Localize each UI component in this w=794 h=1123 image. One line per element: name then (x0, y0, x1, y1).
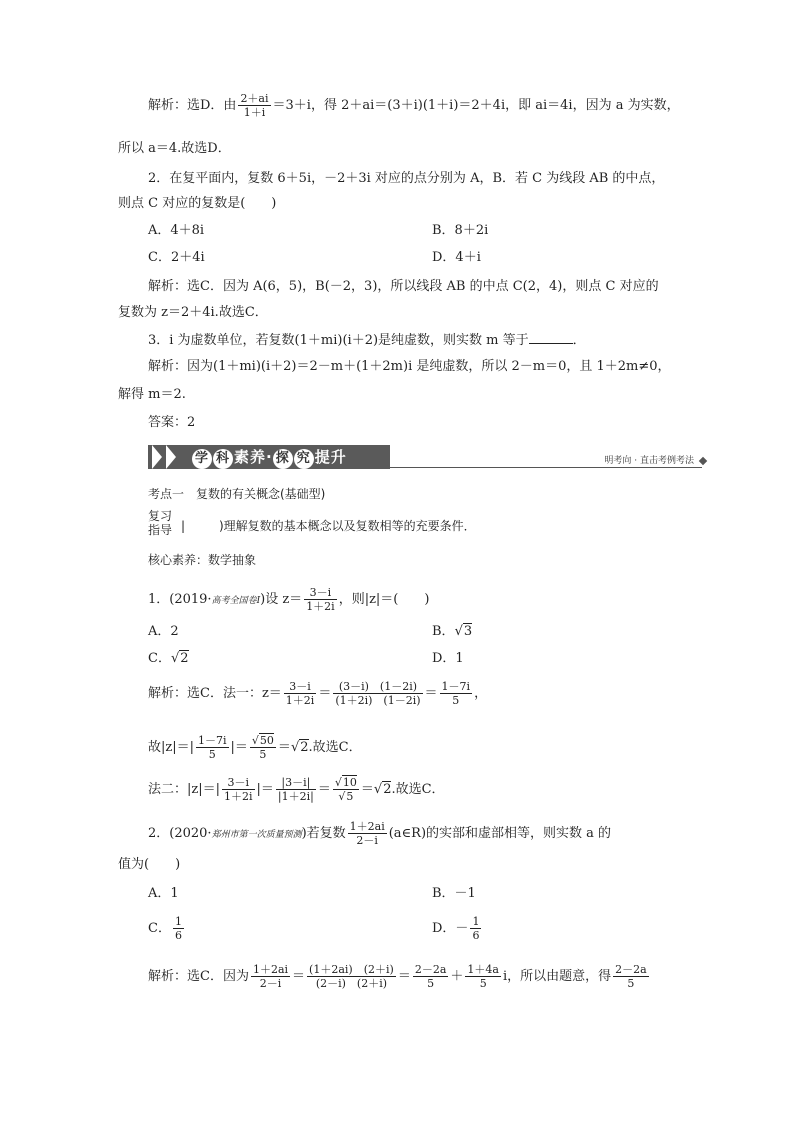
frac-num: 1＋2ai (252, 963, 289, 976)
radicand: 5 (346, 790, 354, 803)
frac-num: |3－i| (276, 776, 316, 790)
frac-num: 1＋2ai (349, 820, 385, 833)
text: 解析：选C．因为 (148, 969, 249, 984)
frac-den: 1＋2i (224, 790, 253, 803)
q2-option-a: A．4＋8i (148, 223, 205, 238)
core-literacy: 核心素养：数学抽象 (148, 553, 257, 567)
diamond-icon (699, 457, 707, 465)
p2-solution: 解析：选C．因为 $\frac{1+2ai}{2-i}$ ＝ $\frac{(1+2ai) (2+i)}{(2-i) (2+i)}$ ＝ $\frac{2-2a}{5}$ ＋ $\frac{1+4a}{5}$ i，所以由题意，得 $\frac{2-2a}{5}$ (148, 963, 647, 990)
section-heading: 考点一 复数的有关概念(基础型) (148, 487, 326, 501)
text: 3．i 为虚数单位，若复数(1＋mi)(i＋2)是纯虚数，则实数 m 等于 (148, 333, 529, 348)
circle-char: 究 (294, 449, 314, 469)
text: D．－ (432, 921, 469, 936)
circle-char: 学 (192, 449, 212, 469)
frac-num: √50 (251, 734, 274, 747)
frac-den: 5 (627, 977, 635, 990)
text: B． (432, 624, 455, 639)
fraction (196, 734, 229, 761)
text: (a∈R)的实部和虚部相等，则实数 a 的 (388, 826, 612, 841)
p1-option-b: B．√3 (432, 624, 473, 639)
fraction (333, 776, 359, 803)
text: ． (572, 333, 586, 348)
p1-solution-line3: 法二：|z|＝| $\frac{3-i}{1+2i}$ |＝ $\frac{|3-i|}{|1+2i|}$ ＝ $\frac{√10}{√5}$ ＝√2.故选C． (148, 776, 445, 803)
fraction (613, 963, 649, 990)
q2-solution-line1: 解析：选C．因为 A(6，5)，B(－2，3)，所以线段 AB 的中点 C(2，4)，则点 C 对应的 (148, 279, 659, 294)
fraction (238, 92, 270, 119)
p1-option-d: D．1 (432, 651, 464, 666)
radicand: 10 (342, 776, 357, 789)
q2-stem-line2: 则点 C 对应的复数是( ) (118, 196, 277, 211)
text: ， (474, 686, 488, 701)
section-banner (148, 443, 708, 471)
frac-den: (1＋2i) (1－2i) (335, 694, 421, 707)
fraction (173, 915, 184, 942)
p1-option-a: A．2 (148, 624, 179, 639)
p2-option-d (432, 915, 483, 942)
frac-den: 1＋i (243, 106, 266, 119)
fraction (251, 963, 290, 990)
q3-answer: 答案：2 (148, 415, 196, 430)
frac-num: (3－i) (1－2i) (333, 680, 422, 694)
frac-num: 2－2a (615, 963, 647, 976)
frac-num: 3－i (284, 680, 317, 694)
frac-den: 1＋2i (306, 600, 335, 613)
banner-subtitle: 明考向 · 直击考例考法 (604, 456, 694, 466)
text: )若复数 (301, 826, 346, 841)
frac-num: (1＋2ai) (2＋i) (309, 963, 394, 976)
radicand: 3 (463, 624, 473, 639)
circle-char: 探 (273, 449, 293, 469)
q2-option-d: D．4＋i (432, 250, 481, 265)
p1-solution-line1: 解析：选C．法一：z＝ $\frac{3-i}{1+2i}$ ＝ $\frac{(3-i) (1-2i)}{(1+2i) (1-2i)}$ ＝ $\frac{1-7i}{5}$ ， (148, 680, 488, 707)
q2-option-c: C．2＋4i (148, 250, 205, 265)
frac-den: 5 (452, 694, 460, 707)
frac-den: 6 (174, 929, 182, 942)
chevron-icon (152, 445, 162, 469)
text: C． (148, 921, 171, 936)
frac-den: (2－i) (2＋i) (315, 977, 388, 990)
fraction (250, 734, 276, 761)
p1-stem (148, 586, 429, 613)
text: )设 z＝ (260, 592, 303, 607)
q3-stem (148, 331, 586, 350)
circle-char: 科 (213, 449, 233, 469)
fraction (284, 680, 317, 707)
text: 1．(2019· (148, 592, 212, 607)
fraction (222, 776, 255, 803)
frac-num: 1＋4a (467, 963, 499, 976)
fraction (304, 586, 337, 613)
frac-den: 5 (259, 748, 267, 761)
p1-solution-line2: 故|z|＝| $\frac{1-7i}{5}$ |＝ $\frac{√50}{5}$ ＝√2.故选C． (148, 734, 362, 761)
text: 解析：选D．由 (148, 98, 237, 113)
top-solution-line2: 所以 a＝4.故选D． (118, 141, 231, 156)
frac-num: 2＋ai (240, 92, 269, 105)
guide-text: )理解复数的基本概念以及复数相等的充要条件． (219, 519, 476, 533)
text: ，则|z|＝( ) (338, 592, 430, 607)
frac-num: 3－i (222, 776, 255, 790)
review-guide-label (148, 509, 172, 537)
text: 故|z|＝| (148, 740, 194, 755)
text: 2．(2020· (148, 826, 212, 841)
frac-num: √10 (334, 776, 357, 789)
text: 素养· (234, 448, 273, 466)
fraction (276, 776, 316, 803)
text: 提升 (314, 448, 347, 466)
text: ＝ (360, 782, 374, 797)
frac-num: 3－i (304, 586, 337, 600)
p2-stem-line1 (148, 820, 611, 847)
radicand: 2 (300, 740, 309, 755)
banner-title (192, 445, 347, 469)
text: ＝3＋i，得 2＋ai＝(3＋i)(1＋i)＝2＋4i，即 ai＝4i，因为 a 为实数， (272, 98, 680, 113)
frac-den: 2－i (259, 977, 282, 990)
radicand: 2 (180, 651, 189, 666)
guide-label-line1: 复习 (148, 509, 173, 523)
text: .故选C． (308, 740, 362, 755)
fraction (470, 915, 481, 942)
guide-bracket: | (181, 519, 186, 533)
frac-num: 1－7i (198, 734, 227, 747)
q2-stem-line1: 2．在复平面内，复数 6＋5i，－2＋3i 对应的点分别为 A，B．若 C 为线段 AB 的中点， (148, 171, 665, 186)
frac-num: 1 (174, 915, 182, 928)
fraction (307, 963, 396, 990)
frac-den: 5 (427, 977, 435, 990)
radicand: 2 (383, 782, 392, 797)
fraction (465, 963, 501, 990)
text: C． (148, 651, 171, 666)
banner-divider (390, 467, 702, 468)
q2-option-b: B．8＋2i (432, 223, 489, 238)
p2-option-b: B．－1 (432, 886, 476, 901)
frac-den: 5 (208, 748, 216, 761)
text: ＝ (277, 740, 291, 755)
chevron-icon (166, 445, 176, 469)
frac-den: √5 (338, 790, 354, 803)
p2-stem-line2: 值为( ) (118, 857, 181, 872)
text: i，所以由题意，得 (502, 969, 612, 984)
text: 法二：|z|＝| (148, 782, 220, 797)
q3-solution-line2: 解得 m＝2. (118, 387, 186, 402)
answer-blank (529, 331, 573, 344)
radicand: 50 (259, 734, 274, 747)
fraction (333, 680, 422, 707)
top-solution-line1 (148, 92, 680, 119)
frac-num: 1－7i (441, 680, 471, 693)
fraction (413, 963, 449, 990)
fraction (440, 680, 473, 707)
text: ＝ (317, 782, 331, 797)
frac-den: 2－i (356, 834, 378, 847)
p2-option-a: A．1 (148, 886, 179, 901)
frac-den: 6 (472, 929, 480, 942)
frac-den: |1＋2i| (277, 790, 314, 803)
p2-option-c (148, 915, 186, 942)
frac-num: 2－2a (414, 963, 447, 976)
frac-den: 1＋2i (285, 694, 315, 707)
text: 解析：选C．法一：z＝ (148, 686, 282, 701)
text: |＝ (256, 782, 274, 797)
q2-solution-line2: 复数为 z＝2＋4i.故选C． (118, 305, 268, 320)
source-label: 高考全国卷Ⅰ (211, 596, 261, 606)
frac-num: 1 (472, 915, 480, 928)
source-label: 郑州市第一次质量预测 (211, 830, 302, 840)
text: |＝ (230, 740, 248, 755)
fraction (348, 820, 387, 847)
p1-option-c: C．√2 (148, 651, 189, 666)
text: .故选C． (391, 782, 445, 797)
q3-solution-line1: 解析：因为(1＋mi)(i＋2)＝2－m＋(1＋2m)i 是纯虚数，所以 2－m＝0，且 1＋2m≠0， (148, 359, 671, 374)
frac-den: 5 (479, 977, 487, 990)
guide-label-line2: 指导 (148, 523, 173, 537)
